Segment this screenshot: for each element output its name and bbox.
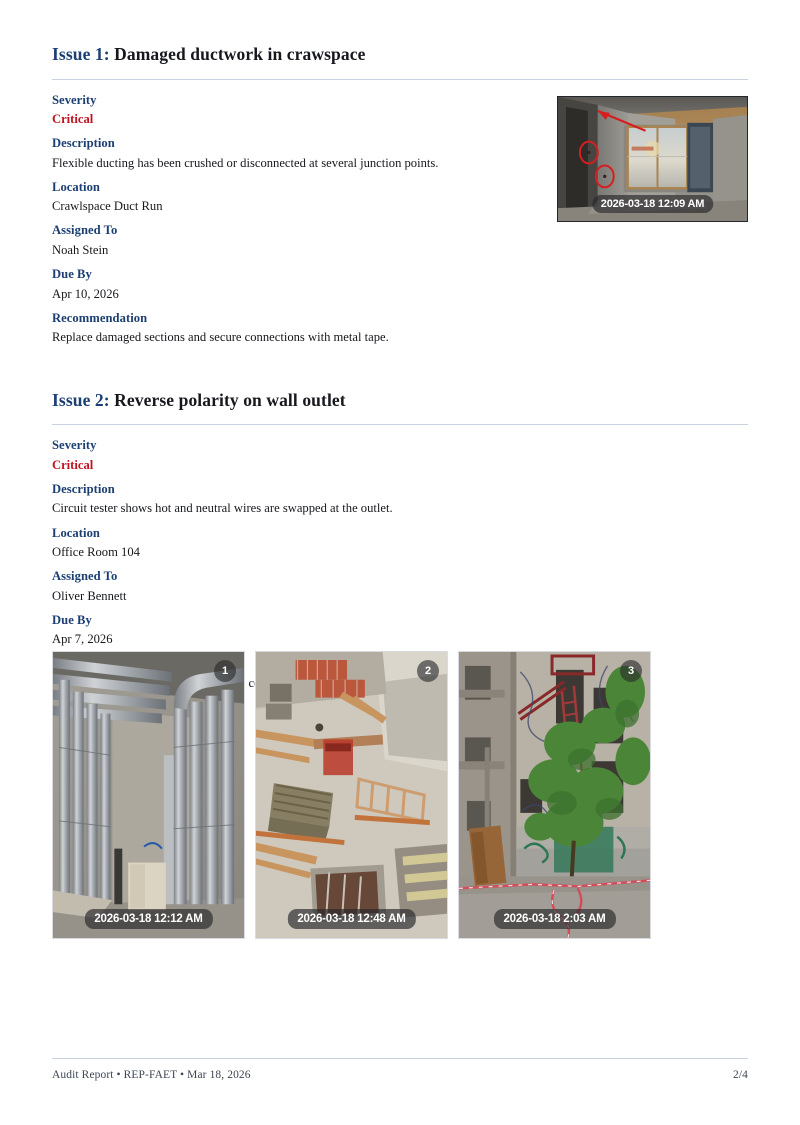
- photo-building-facade: [459, 652, 650, 938]
- photo-duct-room-graphic: [53, 652, 244, 938]
- issue-2-severity-value: Critical: [52, 457, 94, 472]
- page-footer: [52, 1058, 748, 1081]
- issue-1-location-label: Location: [52, 179, 100, 194]
- issue-1-due-label: Due By: [52, 267, 92, 281]
- issue-1-title: [52, 44, 748, 66]
- gallery-photo-1-timestamp: 2026-03-18 12:12 AM: [84, 909, 212, 929]
- gallery-photo-3-badge: 3: [620, 660, 642, 682]
- issue-2-number: Issue 2:: [52, 389, 110, 410]
- photo-construction-site: [256, 652, 447, 938]
- gallery-photo-2[interactable]: [255, 651, 448, 939]
- issue-2-title: [52, 390, 748, 412]
- issue-block-2: [52, 390, 748, 694]
- page-content: [52, 44, 748, 698]
- gallery-photo-1-badge: 1: [214, 660, 236, 682]
- issue-1-number: Issue 1:: [52, 44, 110, 64]
- issue-2-severity-label: Severity: [52, 438, 97, 453]
- photo-construction-site-graphic: [256, 652, 447, 938]
- issue-2-assigned-label: Assigned To: [52, 569, 118, 584]
- gallery-photo-1[interactable]: [52, 651, 245, 939]
- issue-1-due-value: Apr 10, 2026: [52, 286, 119, 301]
- issue-2-assigned-value: Oliver Bennett: [52, 588, 127, 603]
- gallery-photo-3-timestamp: 2026-03-18 2:03 AM: [493, 909, 615, 929]
- footer-meta: Audit Report • REP-FAET • Mar 18, 2026: [52, 1069, 251, 1081]
- issue-2-due-value: Apr 7, 2026: [52, 632, 113, 647]
- issue-1-assigned-label: Assigned To: [52, 223, 118, 238]
- photo-building-facade-graphic: [459, 652, 650, 938]
- issue-2-description-label: Description: [52, 481, 115, 496]
- issue-1-divider: [52, 79, 748, 80]
- gallery-photo-3[interactable]: [458, 651, 651, 939]
- gallery-photo-2-badge: 2: [417, 660, 439, 682]
- footer-row: [52, 1069, 748, 1081]
- issue-2-location-label: Location: [52, 525, 100, 540]
- photo-interior-room: [558, 97, 747, 221]
- issue-2-title-text: Reverse polarity on wall outlet: [114, 389, 346, 410]
- photo-gallery: [52, 651, 652, 939]
- issue-2-divider: [52, 424, 748, 425]
- issue-1-recommendation-label: Recommendation: [52, 310, 148, 325]
- issue-1-severity-label: Severity: [52, 92, 97, 107]
- issue-1-description-label: Description: [52, 136, 115, 151]
- footer-page-number: 2/4: [733, 1069, 748, 1081]
- issue-1-location-value: Crawlspace Duct Run: [52, 199, 163, 214]
- issue-block-1: [52, 44, 748, 348]
- issue-1-photo[interactable]: [557, 96, 748, 222]
- issue-2-due-label: Due By: [52, 612, 92, 627]
- issue-1-fields: [52, 91, 532, 348]
- issue-1-recommendation-value: Replace damaged sections and secure connections with metal tape.: [52, 330, 389, 345]
- issue-2-location-value: Office Room 104: [52, 545, 140, 560]
- issue-2-description-value: Circuit tester shows hot and neutral wires are swapped at the outlet.: [52, 501, 393, 516]
- issue-1-severity-value: Critical: [52, 112, 94, 127]
- issue-1-description-value: Flexible ducting has been crushed or disconnected at several junction points.: [52, 155, 439, 170]
- photo-duct-room: [53, 652, 244, 938]
- issue-1-title-text: Damaged ductwork in crawspace: [114, 44, 366, 64]
- issue-1-assigned-value: Noah Stein: [52, 242, 109, 257]
- footer-divider: [52, 1058, 748, 1059]
- gallery-photo-2-timestamp: 2026-03-18 12:48 AM: [287, 909, 415, 929]
- issue-1-photo-timestamp: 2026-03-18 12:09 AM: [592, 195, 713, 213]
